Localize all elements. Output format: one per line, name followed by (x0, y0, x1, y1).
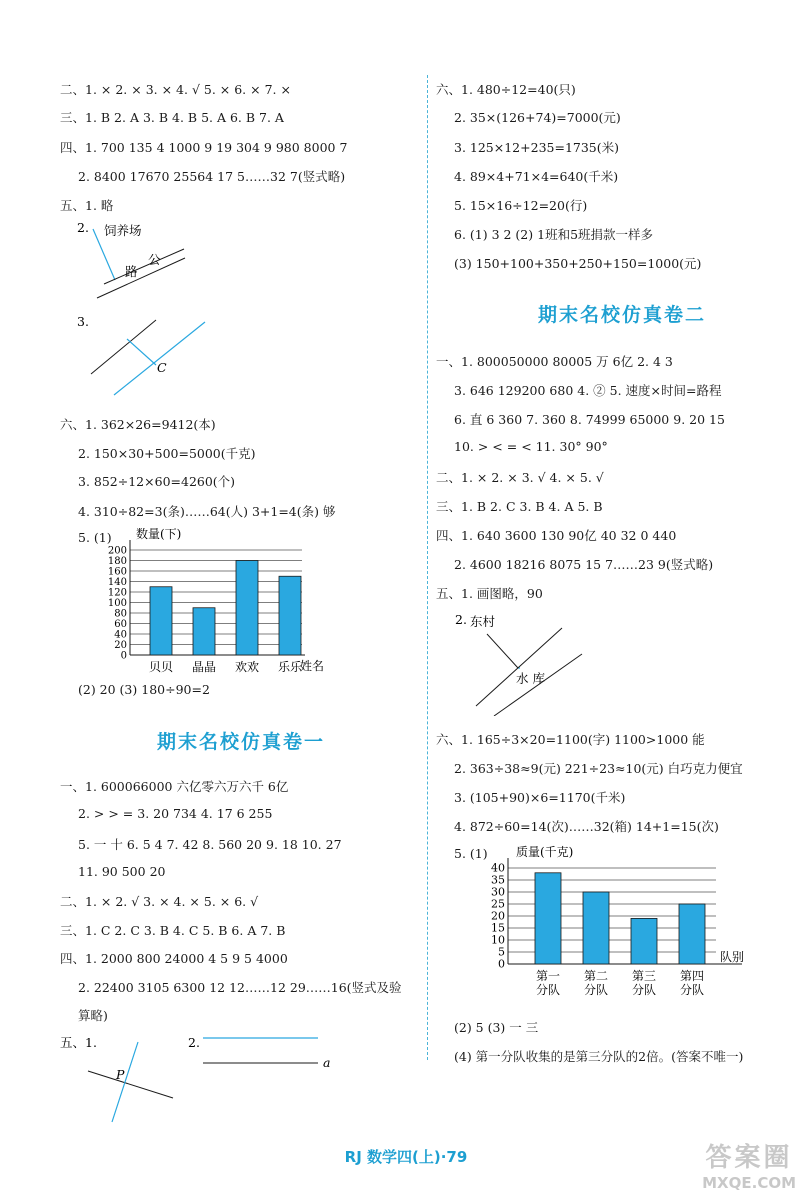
answer-line: 四、1. 700 135 4 1000 9 19 304 9 980 8000 7 (60, 140, 348, 155)
answer-line: 2. 35×(126+74)=7000(元) (454, 110, 621, 125)
watermark-logo-text: 答案圈 (705, 1143, 793, 1173)
x-tick-label: 分队 (535, 983, 561, 997)
x-tick-label: 第三 (631, 969, 657, 983)
answer-line: 二、1. × 2. √ 3. × 4. × 5. × 6. √ (60, 894, 259, 909)
x-tick-label: 分队 (583, 983, 609, 997)
answer-line: 五、1. 画图略，90 (436, 586, 543, 601)
answer-line: 5. (1) (78, 530, 112, 545)
x-tick-label: 第四 (679, 969, 705, 983)
answer-line: 10. > < = < 11. 30° 90° (454, 439, 608, 454)
answer-line: (4) 第一分队收集的是第三分队的2倍。(答案不唯一) (454, 1049, 744, 1064)
y-tick-label: 40 (114, 629, 127, 641)
figure-number: 2. (455, 612, 467, 627)
answer-line: 五、1. 略 (60, 198, 114, 213)
answer-line: 六、1. 362×26=9412(本) (60, 417, 216, 432)
answer-line: 5. (1) (454, 846, 488, 861)
x-tick-label: 分队 (631, 983, 657, 997)
section-title: 期末名校仿真卷二 (538, 304, 707, 326)
answer-line: 2. 8400 17670 25564 17 5……32 7(竖式略) (78, 169, 346, 184)
answer-line: 2. 150×30+500=5000(千克) (78, 446, 256, 461)
bar (583, 892, 609, 964)
figure-number: 2. (188, 1035, 200, 1050)
y-tick-label: 20 (491, 909, 505, 923)
answer-line: 六、1. 165÷3×20=1100(字) 1100>1000 能 (436, 732, 705, 747)
answer-line: 5. 一 十 6. 5 4 7. 42 8. 560 20 9. 18 10. 27 (78, 837, 342, 852)
figure-village-reservoir (430, 606, 812, 716)
bar (193, 608, 215, 655)
y-tick-label: 35 (491, 873, 505, 887)
answer-line: (2) 5 (3) 一 三 (454, 1020, 539, 1035)
y-tick-label: 100 (107, 598, 127, 609)
y-axis-label: 数量(下) (136, 528, 182, 541)
answer-line: 5. 15×16÷12=20(行) (454, 198, 588, 213)
answer-line: 四、1. 640 3600 130 90亿 40 32 0 440 (436, 528, 677, 543)
y-tick-label: 0 (120, 650, 127, 662)
figure-feeding-farm (60, 218, 260, 313)
y-tick-label: 5 (498, 945, 505, 959)
y-tick-label: 10 (491, 933, 505, 947)
point-label: P (116, 1067, 125, 1082)
watermark (702, 1137, 796, 1192)
figure-number: 2. (77, 220, 89, 235)
answer-line: 3. 125×12+235=1735(米) (454, 140, 620, 155)
answer-line: 二、1. × 2. × 3. × 4. √ 5. × 6. × 7. × (60, 82, 291, 97)
answer-line: 4. 872÷60=14(次)……32(箱) 14+1=15(次) (454, 819, 719, 834)
answer-line: 2. 363÷38≈9(元) 221÷23≈10(元) 白巧克力便宜 (454, 761, 743, 776)
y-tick-label: 120 (107, 587, 127, 599)
y-tick-label: 160 (107, 566, 127, 578)
answer-line: 三、1. B 2. A 3. B 4. B 5. A 6. B 7. A (60, 110, 284, 125)
y-tick-label: 180 (107, 556, 127, 567)
x-tick-label: 第二 (583, 969, 609, 983)
y-tick-label: 0 (498, 957, 505, 971)
answer-line: 2. > > = 3. 20 734 4. 17 6 255 (78, 806, 273, 821)
y-tick-label: 30 (491, 885, 505, 899)
bar (279, 576, 301, 655)
road-label: 路 (125, 264, 138, 279)
answer-line: 六、1. 480÷12=40(只) (436, 82, 576, 97)
x-tick-label: 贝贝 (148, 660, 174, 673)
answer-line: 三、1. B 2. C 3. B 4. A 5. B (436, 499, 603, 514)
bar-chart-quantity (0, 528, 426, 673)
figure-label-farm: 饲养场 (104, 223, 142, 238)
answer-line: 2. 22400 3105 6300 12 12……12 29……16(竖式及验 (78, 980, 402, 995)
bar (631, 918, 657, 964)
answer-line: 算略) (78, 1008, 108, 1023)
bar (535, 873, 561, 964)
answer-line: 四、1. 2000 800 24000 4 5 9 5 4000 (60, 951, 288, 966)
answer-line: 一、1. 800050000 80005 万 6亿 2. 4 3 (436, 354, 673, 369)
y-tick-label: 20 (114, 640, 127, 651)
answer-line: 一、1. 600066000 六亿零六万六千 6亿 (60, 779, 289, 794)
x-tick-label: 欢欢 (234, 660, 260, 673)
answer-line: 三、1. C 2. C 3. B 4. C 5. B 6. A 7. B (60, 923, 286, 938)
page-footer: RJ 数学四(上)·79 (344, 1148, 468, 1166)
road-label: 公 (148, 252, 161, 267)
y-tick-label: 25 (491, 897, 505, 911)
y-axis-label: 质量(千克) (516, 845, 574, 859)
answer-line: 3. 852÷12×60=4260(个) (78, 474, 236, 489)
figure-number: 3. (77, 314, 89, 329)
y-tick-label: 60 (114, 619, 127, 630)
x-tick-label: 乐乐 (277, 660, 303, 673)
x-tick-label: 晶晶 (191, 660, 217, 673)
answer-line: (3) 150+100+350+250+150=1000(元) (454, 256, 702, 271)
x-tick-label: 分队 (679, 983, 705, 997)
y-tick-label: 140 (107, 577, 127, 588)
answer-line: 2. 4600 18216 8075 15 7……23 9(竖式略) (454, 557, 714, 572)
watermark-url: MXQE.COM (702, 1174, 796, 1192)
point-label: C (157, 360, 167, 375)
y-tick-label: 15 (491, 921, 505, 935)
column-divider (427, 75, 428, 1060)
answer-line: (2) 20 (3) 180÷90=2 (78, 682, 210, 697)
answer-line: 6. (1) 3 2 (2) 1班和5班捐款一样多 (454, 227, 654, 242)
bar (236, 561, 258, 656)
line-label: a (323, 1055, 331, 1070)
x-tick-label: 第一 (535, 969, 561, 983)
answer-line: 3. 646 129200 680 4. ② 5. 速度×时间=路程 (454, 383, 722, 398)
bar-chart-mass (430, 840, 812, 1020)
section-title: 期末名校仿真卷一 (157, 731, 326, 753)
answer-line: 11. 90 500 20 (78, 864, 166, 879)
y-tick-label: 200 (107, 545, 127, 557)
answer-line: 二、1. × 2. × 3. √ 4. × 5. √ (436, 470, 604, 485)
x-axis-label: 队别 (720, 950, 745, 964)
answer-line: 4. 89×4+71×4=640(千米) (454, 169, 619, 184)
x-axis-label: 姓名 (300, 659, 325, 673)
answer-line: 4. 310÷82=3(条)……64(人) 3+1=4(条) 够 (78, 504, 336, 519)
answer-line: 6. 直 6 360 7. 360 8. 74999 65000 9. 20 15 (454, 412, 725, 427)
reservoir-label: 水 库 (516, 671, 545, 686)
figure-lines-p-a (0, 1030, 426, 1130)
figure-perpendicular-c (60, 312, 220, 402)
figure-number: 五、1. (60, 1035, 97, 1050)
y-tick-label: 80 (114, 608, 127, 620)
y-tick-label: 40 (491, 861, 505, 875)
answer-line: 3. (105+90)×6=1170(千米) (454, 790, 626, 805)
bar (150, 587, 172, 655)
figure-label-village: 东村 (470, 614, 496, 629)
bar (679, 904, 705, 964)
